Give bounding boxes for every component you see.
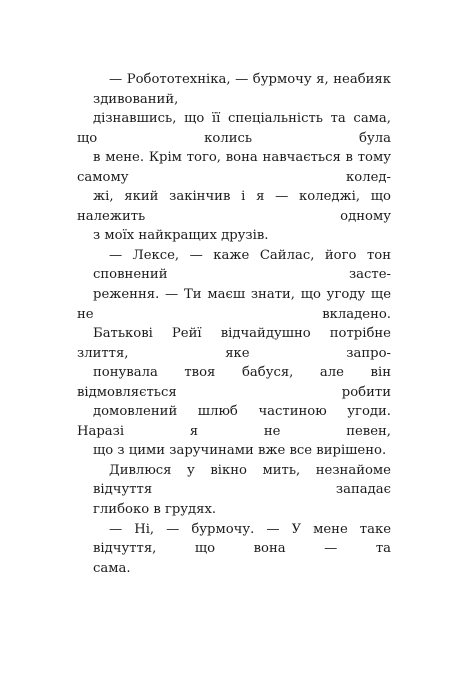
text-line: з моїх найкращих друзів.	[93, 228, 269, 244]
paragraph-2	[77, 246, 391, 461]
text-line: домовлений шлюб частиною угоди. Наразі я не певен,	[77, 404, 391, 439]
text-line: реження. — Ти маєш знати, що угоду ще не вкладено.	[77, 287, 391, 322]
text-line: в мене. Крім того, вона навчається в тому самому колед-	[77, 150, 391, 185]
paragraph-1	[77, 70, 391, 246]
text-line: дізнавшись, що її спеціальність та сама, що колись була	[77, 111, 391, 146]
text-line: Батькові Рейї відчайдушно потрібне злиття, яке запро-	[77, 326, 391, 361]
body-text	[77, 70, 391, 578]
text-line: сама.	[93, 560, 131, 576]
text-line: жі, який закінчив і я — коледжі, що належить одному	[77, 189, 391, 224]
text-line: — Робототехніка, — бурмочу я, неабияк здивований,	[93, 72, 391, 107]
text-line: — Лексе, — каже Сайлас, його тон сповнений засте-	[93, 247, 391, 283]
paragraph-4	[77, 520, 391, 579]
text-line: глибоко в грудях.	[93, 502, 217, 518]
text-line: Дивлюся у вікно мить, незнайоме відчуття западає	[93, 462, 391, 498]
paragraph-3	[77, 461, 391, 520]
text-line: що з цими заручинами вже все вирішено.	[93, 443, 387, 459]
text-line: понувала твоя бабуся, але він відмовляється робити	[77, 365, 391, 400]
text-line: — Ні, — бурмочу. — У мене таке відчуття, що вона — та	[93, 521, 391, 557]
